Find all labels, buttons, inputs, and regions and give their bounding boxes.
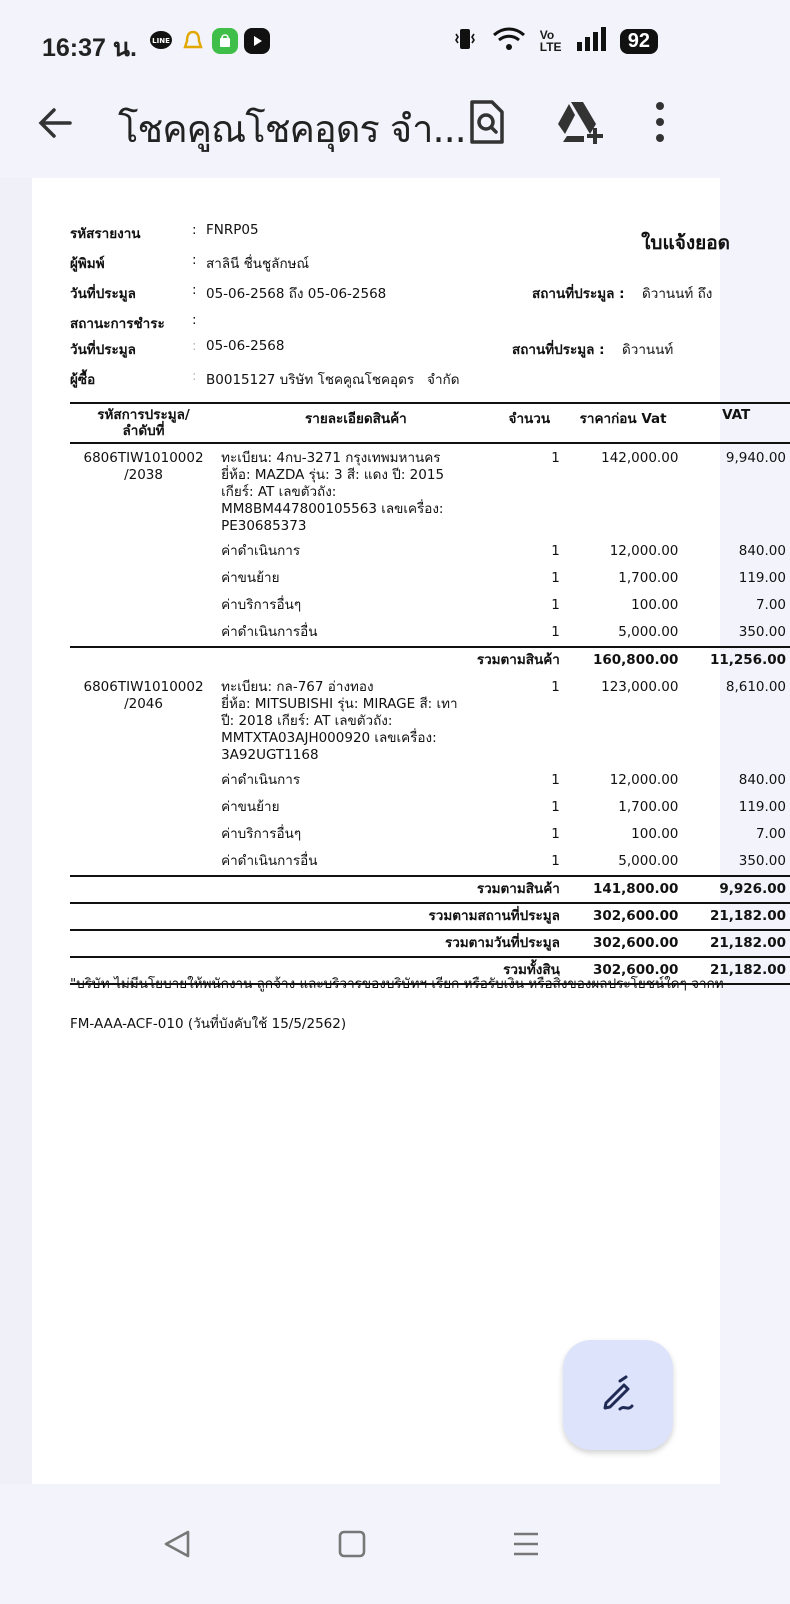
col-qty-header: จำนวน [495, 403, 564, 443]
item-price: 100.00 [631, 826, 679, 842]
buyer: B0015127 บริษัท โชคคูณโชคอุดร จำกัด [206, 372, 460, 388]
colon: : [192, 282, 197, 298]
printer-row [70, 252, 770, 282]
total-label: รวมตามสถานที่ประมูล [217, 903, 564, 930]
date-row [70, 338, 770, 368]
item-qty: 1 [551, 799, 560, 815]
payment-label: สถานะการชำระ [70, 316, 165, 332]
total-vat: 21,182.00 [682, 930, 790, 957]
table-row [70, 592, 790, 619]
item-description: ค่าดำเนินการอื่น [221, 853, 318, 869]
subtotal-label: รวมตามสินค้า [217, 647, 564, 673]
battery-icon: 92 [620, 29, 658, 54]
auction-code-empty [70, 592, 217, 619]
table-row [70, 443, 790, 538]
auction-code-empty [70, 619, 217, 647]
venue-range-label: สถานที่ประมูล : [532, 286, 625, 302]
auction-code-empty [70, 565, 217, 592]
item-description: ทะเบียน: 4กบ-3271 กรุงเทพมหานคร ยี่ห้อ: MAZDA รุ่น: 3 สี: แดง ปี: 2015 เกียร์: AT เลขตัวถัง: MM8BM447800105563 เลขเครื่อง: PE30685373 [221, 450, 445, 534]
signal-icon [576, 26, 606, 56]
total-price: 302,600.00 [564, 903, 683, 930]
auction-code: 6806TIW1010002 /2046 [83, 679, 204, 712]
item-price: 100.00 [631, 597, 679, 613]
item-vat: 119.00 [738, 799, 786, 815]
report-title: ใบแจ้งยอด [641, 232, 730, 254]
document-title: โชคคูณโชคอุดร จำ... [118, 107, 466, 151]
shopping-app-icon [212, 28, 238, 54]
item-qty: 1 [551, 772, 560, 788]
colon: : [192, 222, 197, 238]
col-code-header: รหัสการประมูล/ ลำดับที่ [70, 403, 217, 443]
item-qty: 1 [551, 597, 560, 613]
item-description: ค่าบริการอื่นๆ [221, 826, 302, 842]
col-vat-header: VAT [682, 403, 790, 443]
item-qty: 1 [551, 570, 560, 586]
item-qty: 1 [551, 679, 560, 695]
subtotal-price: 141,800.00 [564, 876, 683, 903]
item-description: ค่าดำเนินการอื่น [221, 624, 318, 640]
item-vat: 8,610.00 [725, 679, 786, 695]
total-vat: 21,182.00 [682, 903, 790, 930]
item-vat: 840.00 [738, 772, 786, 788]
table-header-row [70, 403, 790, 443]
items-body [70, 443, 790, 985]
item-qty: 1 [551, 543, 560, 559]
document-search-icon[interactable] [462, 98, 510, 146]
col-desc-header: รายละเอียดสินค้า [217, 403, 495, 443]
volte-icon: Vo LTE [539, 28, 562, 54]
subtotal-spacer [70, 876, 217, 903]
item-description: ค่าขนย้าย [221, 570, 280, 586]
auction-code-empty [70, 848, 217, 876]
table-row [70, 848, 790, 876]
total-row [70, 930, 790, 957]
venue: ดิวานนท์ [622, 342, 674, 358]
col-price-header: ราคาก่อน Vat [564, 403, 683, 443]
youtube-app-icon [244, 28, 270, 54]
document-viewer[interactable] [0, 178, 786, 1518]
item-description: ค่าดำเนินการ [221, 543, 301, 559]
payment-row [70, 312, 770, 338]
item-description: ทะเบียน: กล-767 อ่างทอง ยี่ห้อ: MITSUBISHI รุ่น: MIRAGE สี: เทา ปี: 2018 เกียร์: AT เลขตัวถัง: MMTXTA03AJH000920 เลขเครื่อง: 3A92UGT1168 [221, 679, 458, 763]
subtotal-row [70, 647, 790, 673]
subtotal-row [70, 876, 790, 903]
item-qty: 1 [551, 450, 560, 466]
item-price: 123,000.00 [601, 679, 679, 695]
table-row [70, 538, 790, 565]
document-page [32, 178, 786, 1518]
line-app-icon [148, 28, 174, 54]
table-row [70, 619, 790, 647]
table-row [70, 767, 790, 794]
status-time: 16:37 น. [42, 34, 137, 62]
buyer-row [70, 368, 770, 398]
auction-code-empty [70, 538, 217, 565]
item-vat: 7.00 [755, 826, 786, 842]
total-spacer [70, 930, 217, 957]
svg-text:LINE: LINE [152, 37, 170, 45]
nav-back-icon[interactable] [158, 1524, 198, 1564]
nav-recents-icon[interactable] [506, 1524, 546, 1564]
colon: : [192, 368, 197, 384]
total-price: 302,600.00 [564, 957, 683, 984]
status-notification-icons [148, 28, 270, 54]
auction-code-empty [70, 767, 217, 794]
venue-range: ดิวานนท์ ถึง [642, 286, 713, 302]
subtotal-label: รวมตามสินค้า [217, 876, 564, 903]
auction-code-empty [70, 821, 217, 848]
vibrate-icon [452, 26, 478, 56]
form-id: FM-AAA-ACF-010 (วันที่บังคับใช้ 15/5/2562) [70, 1016, 347, 1032]
total-row [70, 903, 790, 930]
item-qty: 1 [551, 853, 560, 869]
item-vat: 9,940.00 [725, 450, 786, 466]
more-vert-icon[interactable] [640, 98, 688, 146]
total-price: 302,600.00 [564, 930, 683, 957]
subtotal-vat: 11,256.00 [682, 647, 790, 673]
printer-label: ผู้พิมพ์ [70, 256, 105, 272]
item-vat: 350.00 [738, 853, 786, 869]
colon: : [192, 312, 197, 328]
buyer-label: ผู้ซื้อ [70, 372, 96, 388]
status-system-icons [452, 26, 658, 56]
item-description: ค่าขนย้าย [221, 799, 280, 815]
report-code-row [70, 222, 770, 252]
item-price: 12,000.00 [609, 543, 679, 559]
nav-home-icon[interactable] [332, 1524, 372, 1564]
report-code-label: รหัสรายงาน [70, 226, 141, 242]
table-row [70, 821, 790, 848]
subtotal-spacer [70, 647, 217, 673]
edit-pen-icon [598, 1373, 638, 1417]
edit-fab-button[interactable] [563, 1340, 673, 1450]
item-vat: 840.00 [738, 543, 786, 559]
printer-name: สาลินี ชื่นชูลักษณ์ [206, 256, 310, 272]
item-description: ค่าดำเนินการ [221, 772, 301, 788]
system-nav-bar [0, 1484, 720, 1604]
item-price: 5,000.00 [618, 853, 679, 869]
venue-label: สถานที่ประมูล : [512, 342, 605, 358]
item-price: 142,000.00 [601, 450, 679, 466]
app-bar [0, 84, 720, 178]
item-vat: 350.00 [738, 624, 786, 640]
date-label: วันที่ประมูล [70, 342, 136, 358]
auction-code: 6806TIW1010002 /2038 [83, 450, 204, 483]
total-label: รวมตามวันที่ประมูล [217, 930, 564, 957]
table-row [70, 673, 790, 767]
drive-add-icon[interactable] [554, 98, 602, 146]
report-content [70, 222, 786, 1032]
date-range-label: วันที่ประมูล [70, 286, 136, 302]
auction-code-empty [70, 794, 217, 821]
item-price: 5,000.00 [618, 624, 679, 640]
total-spacer [70, 903, 217, 930]
subtotal-price: 160,800.00 [564, 647, 683, 673]
total-label: รวมทั้งสิน [217, 957, 564, 984]
status-bar [0, 0, 720, 84]
item-price: 12,000.00 [609, 772, 679, 788]
wifi-icon [492, 26, 526, 56]
date-range: 05-06-2568 ถึง 05-06-2568 [206, 286, 387, 302]
colon: : [192, 252, 197, 268]
total-vat: 21,182.00 [682, 957, 790, 984]
item-vat: 7.00 [755, 597, 786, 613]
item-qty: 1 [551, 826, 560, 842]
auction-date: 05-06-2568 [206, 338, 285, 354]
bell-app-icon [180, 28, 206, 54]
table-row [70, 794, 790, 821]
back-arrow-icon[interactable] [34, 100, 80, 146]
items-table [70, 402, 790, 985]
item-qty: 1 [551, 624, 560, 640]
item-description: ค่าบริการอื่นๆ [221, 597, 302, 613]
item-price: 1,700.00 [618, 799, 679, 815]
colon: : [192, 338, 197, 354]
subtotal-vat: 9,926.00 [682, 876, 790, 903]
item-vat: 119.00 [738, 570, 786, 586]
table-row [70, 565, 790, 592]
report-code: FNRP05 [206, 222, 259, 238]
date-range-row [70, 282, 770, 312]
item-price: 1,700.00 [618, 570, 679, 586]
policy-note: "บริษัท ไม่มีนโยบายให้พนักงาน ลูกจ้าง และบริวารของบริษัทฯ เรียก หรือรับเงิน หรือสิ่งของผลประโยชน์ใดๆ จากท [70, 976, 724, 992]
